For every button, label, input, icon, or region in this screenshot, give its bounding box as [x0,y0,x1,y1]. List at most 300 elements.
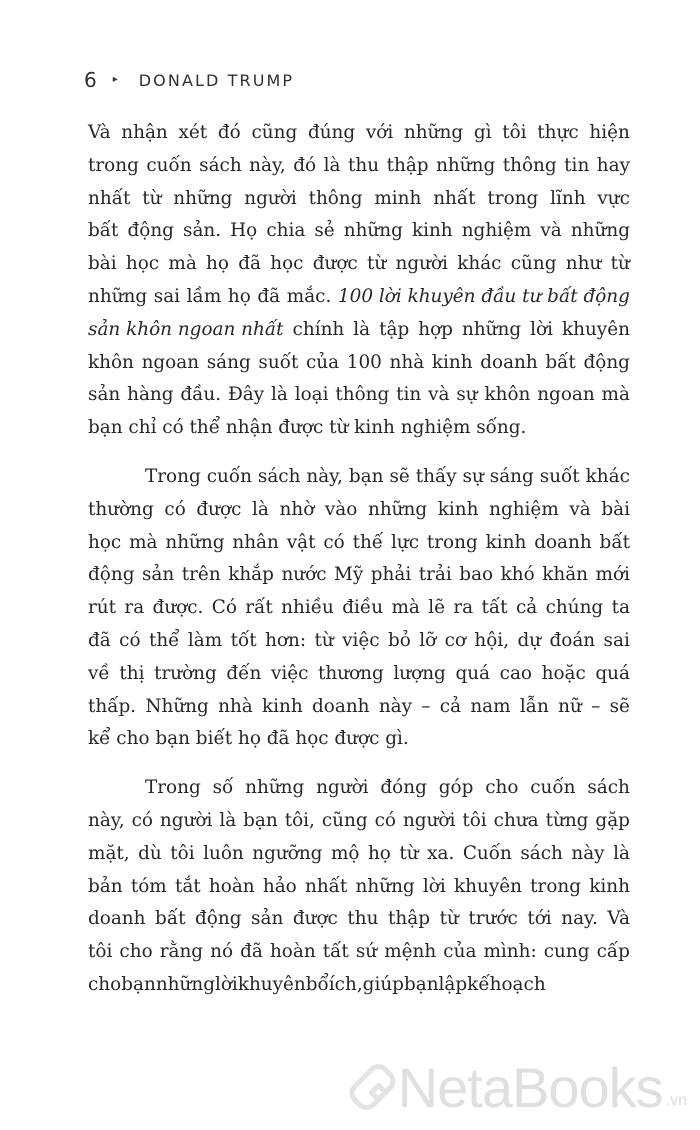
text-word: này, [88,809,125,831]
text-word: mà [168,253,197,275]
text-word: lập [438,973,468,995]
text-word: sứ [355,941,378,963]
text-word: bạn [348,465,384,487]
text-word: đã [240,941,263,963]
text-line [88,969,630,1002]
text-word: trong [530,875,582,897]
text-word: nhân [232,531,279,553]
text-word: quá [595,662,630,684]
text-word: nhà [389,351,425,373]
text-line [88,379,630,412]
text-word: tin [396,384,422,406]
text-word: những [570,220,630,242]
text-word: doanh [480,351,538,373]
text-word: cuốn [146,154,192,176]
text-word: là [219,809,237,831]
text-word: Có [211,597,237,619]
text-line [88,625,630,658]
text-word: cả [439,695,462,717]
text-word: bất [545,351,576,373]
text-word: cả [515,597,538,619]
text-line [88,494,630,527]
text-word: mà [601,384,630,406]
text-word: bạn [243,809,278,831]
text-word: cung [543,941,590,963]
text-line [88,658,630,691]
text-word: cấp [596,941,630,963]
text-line [88,183,630,216]
text-word: sẽ [389,465,410,487]
text-word: minh [374,187,422,209]
text-word: kinh [589,875,630,897]
text-word: – [591,695,601,717]
text-word: rút [88,597,117,619]
text-word: gì [473,122,492,143]
text-word: khác [585,465,630,487]
text-word: sản khôn ngoan nhất [88,318,284,340]
text-word: rất [245,597,273,619]
text-word: này [571,842,605,864]
text-word: nhiều [281,597,334,619]
text-word: nay. [561,908,598,930]
text-word: chia [266,220,306,242]
text-word: kinh [437,498,479,520]
text-word: thông [502,154,557,176]
text-word: nhất [304,875,348,897]
text-word: bỏ [387,629,411,651]
text-word: Đây [227,384,265,406]
text-word: số [212,777,234,799]
text-word: cho [88,973,122,995]
text-word: từ [399,842,419,864]
text-word: hiện [589,122,630,143]
text-word: khuyên [561,318,630,340]
text-word: trong [88,154,139,176]
text-word: lẽ [428,597,445,619]
text-line [88,314,630,347]
text-word: hơn: [265,629,307,651]
text-word: làm [187,629,223,651]
text-word: trong [426,531,478,553]
text-word: khôn [484,384,531,406]
text-word: của [306,351,340,373]
text-word: nhờ [279,498,315,520]
text-word: vào [324,498,358,520]
text-word: những [461,318,522,340]
text-word: hoạch [489,973,546,995]
text-word: chính [292,318,345,340]
text-word: có [323,531,345,553]
triangle-marker-icon: ▸ [112,73,118,85]
text-word: bản [88,875,123,897]
text-word: thương [318,662,384,684]
text-word: những [155,973,215,995]
text-word: tôi [170,842,195,864]
text-word: dự [517,629,542,651]
paragraph [88,117,630,445]
text-line [88,281,630,314]
text-word: thập [388,908,431,930]
text-word: tôi [88,941,113,963]
text-word: bất [599,531,630,553]
text-line [88,805,630,838]
text-word: chưa [493,809,539,831]
text-word: Cuốn [462,842,512,864]
text-line [88,936,630,969]
text-word: kế [467,973,490,995]
text-word: trải [418,564,452,586]
text-word: dù [138,842,162,864]
text-word: cho [119,941,153,963]
text-word: thấp. [88,695,137,717]
text-word: lượng [393,662,446,684]
text-word: động [88,564,135,586]
text-word: những [88,285,148,307]
text-word: lời [422,875,446,897]
text-word: từ [142,187,162,209]
text-word: này [378,695,413,717]
text-word: về [88,662,110,684]
text-word: học [88,531,122,553]
text-word: học [270,253,304,275]
text-word: bạn [121,973,156,995]
text-word: nữ [558,695,582,717]
text-word: bài [601,498,630,520]
text-word: đó [293,154,317,176]
text-word: Trong [145,465,201,487]
text-word: khắp [228,564,274,586]
text-word: hội, [474,629,510,651]
text-word: đầu. [180,384,222,406]
text-word: Và [88,122,111,143]
text-word: những [436,154,496,176]
text-word: gặp [595,809,630,831]
text-word: ngưỡng [252,842,323,864]
text-word: sự [456,384,478,406]
text-word: sách [199,154,242,176]
text-word: sản. [183,220,222,242]
text-word: này, [249,154,286,176]
text-word: tập [379,318,410,340]
text-line [88,592,630,625]
text-word: sai [153,285,181,307]
text-word: nhất [433,187,476,209]
text-word: điều [342,597,384,619]
text-word: từ [610,253,630,275]
text-word: đoán [549,629,596,651]
text-word: đã [257,285,281,307]
text-line [88,691,630,724]
text-word: ra [124,597,145,619]
text-word: thường [88,498,154,520]
text-line [88,347,630,380]
text-word: sai [603,629,630,651]
text-word: thu [347,908,379,930]
text-word: sách [257,465,301,487]
text-word: sự [462,465,484,487]
text-word: những [245,777,305,799]
text-word: kinh [485,531,527,553]
text-word: việc [270,662,309,684]
watermark [357,1056,687,1118]
text-word: trong [487,187,539,209]
text-word: cuốn [206,465,252,487]
text-word: bao [459,564,494,586]
text-word: thập [386,154,429,176]
text-word: tóm [130,875,167,897]
text-word: nhà [218,695,253,717]
text-word: đã [238,253,261,275]
text-word: cũng [251,122,298,143]
text-word: kể cho bạn biết họ đã học được gì. [88,728,409,750]
text-word: được [196,498,242,520]
text-word: những [173,187,233,209]
text-word: đúng [307,122,356,143]
text-word: xét [178,122,208,143]
text-word: loại [294,384,329,406]
text-word: nó [210,941,234,963]
text-word: lời [530,318,553,340]
text-word: Mỹ [334,564,364,586]
text-word: có [131,809,153,831]
text-line [88,527,630,560]
text-word: động [195,908,242,930]
text-word: lỡ [419,629,437,651]
text-word: đến [226,662,262,684]
text-word: thấy [415,465,457,487]
watermark-suffix: .vn [665,1092,687,1109]
text-word: khác [457,253,502,275]
text-word: trên [181,564,221,586]
text-word: lẫn [519,695,549,717]
text-word: những [355,875,415,897]
text-word: Những [145,695,209,717]
text-word: doanh [312,695,370,717]
text-word: thể [148,629,180,651]
text-word: mặt, [88,842,130,864]
text-line [88,871,630,904]
text-word: được [292,908,338,930]
text-word: họ [227,285,251,307]
text-word: người [402,809,456,831]
text-word: tốt [230,629,257,651]
text-word: hoặc [541,662,586,684]
text-word: khôn [88,351,134,373]
text-word: vực [597,187,630,209]
text-word: sáng [489,465,534,487]
text-word: Và [607,908,630,930]
text-word: bất [88,220,119,242]
text-word: nhận [121,122,168,143]
text-word: từ [314,629,334,651]
text-word: đó [217,122,241,143]
text-word: những [165,531,225,553]
text-word: thị [119,662,145,684]
paragraph-gap [88,445,630,461]
text-word: kinh [411,220,453,242]
text-word: những [367,498,428,520]
text-word: sáng [206,351,251,373]
text-word: nghiệm [489,498,559,520]
text-word: hảo [262,875,297,897]
text-word: cao [499,662,532,684]
text-line [88,117,630,150]
text-word: cơ [444,629,466,651]
text-word: người [244,187,297,209]
text-word: vật [286,531,316,553]
text-word: hợp [418,318,453,340]
text-word: tới [527,908,552,930]
text-word: từ [367,253,387,275]
paragraph-gap [88,756,630,772]
text-word: mới [595,564,630,586]
body-text [88,117,630,1002]
text-word: thông [308,187,363,209]
text-line [88,150,630,183]
text-line [88,215,630,248]
text-line [88,559,630,592]
text-line [88,772,630,805]
text-word: động [583,351,630,373]
text-word: sách [520,842,563,864]
text-word: 100 lời khuyên đầu tư bất động [337,285,630,307]
text-word: tất [322,941,349,963]
text-word: thực [537,122,579,143]
text-word: mà [391,597,420,619]
text-word: luôn [203,842,244,864]
paragraph [88,461,630,756]
text-word: được [312,253,358,275]
text-word: có [119,629,141,651]
text-word: trường [154,662,217,684]
text-word: tôi [462,809,487,831]
text-word: khuyên [237,973,306,995]
text-word: ngoan [537,384,595,406]
text-word: người [316,777,369,799]
text-word: ích, [328,973,363,995]
text-word: sẻ [314,220,335,242]
text-word: với [365,122,394,143]
text-word: sản [251,908,284,930]
text-word: cuốn [530,777,576,799]
text-word: nhất [88,187,131,209]
text-word: họ [367,842,391,864]
text-word: hay [596,154,630,176]
text-word: lực [390,531,420,553]
text-word: của [443,941,477,963]
text-word: lĩnh [550,187,586,209]
text-word: động [127,220,174,242]
text-word: sản [88,384,121,406]
text-word: sẽ [609,695,630,717]
text-word: những [343,220,403,242]
text-word: lầm [186,285,222,307]
text-line [88,412,630,445]
text-word: tin [564,154,590,176]
text-word: – [421,695,431,717]
text-word: là [613,842,630,864]
text-word: giúp [362,973,404,995]
text-word: là [323,154,341,176]
text-word: chúng [545,597,604,619]
text-line [88,723,630,756]
paragraph [88,772,630,1002]
text-word: trước [468,908,518,930]
text-word: Họ [230,220,258,242]
text-word: suốt [258,351,299,373]
running-head [84,66,294,94]
text-word: tắt [174,875,201,897]
text-word: sản [141,564,175,586]
text-word: sách [587,777,630,799]
text-line [88,903,630,936]
text-word: bổ [305,973,329,995]
text-word: tất [481,597,508,619]
text-line [88,838,630,871]
text-word: họ [206,253,229,275]
text-word: nghiệm [461,220,532,242]
text-word: mộ [330,842,360,864]
watermark-brand: NetaBooks [397,1055,663,1119]
text-word: là [271,384,288,406]
text-word: góp [438,777,474,799]
text-word: doanh [88,908,146,930]
text-word: như [565,253,602,275]
text-word: người [395,253,448,275]
text-word: người [159,809,213,831]
text-word: hoàn [208,875,255,897]
text-word: hàng [127,384,174,406]
running-head-author: DONALD TRUMP [138,70,295,90]
text-word: khăn [542,564,589,586]
text-word: và [428,384,450,406]
text-word: mệnh [384,941,437,963]
text-word: thế [352,531,384,553]
text-word: mình: [483,941,537,963]
text-word: thông [335,384,390,406]
text-word: từ [439,908,459,930]
text-word: Trong [145,777,201,799]
text-word: xa. [427,842,455,864]
text-word: cho [485,777,519,799]
text-line [88,461,630,494]
text-word: có [374,809,396,831]
text-word: có [164,498,186,520]
text-word: cũng [321,809,368,831]
text-word: lời [214,973,238,995]
text-word: việc [342,629,380,651]
text-word: thu [348,154,380,176]
text-word: ra [453,597,474,619]
text-word: nam [470,695,511,717]
text-word: tôi, [284,809,315,831]
text-word: những [403,122,464,143]
text-word: ngoan [141,351,200,373]
text-word: bất [155,908,186,930]
text-word: kinh [262,695,303,717]
text-word: mà [129,531,158,553]
text-word: đóng [380,777,427,799]
text-line [88,248,630,281]
text-word: là [252,498,269,520]
text-word: cũng [510,253,557,275]
page-number: 6 [84,68,97,92]
text-word: hoàn [269,941,316,963]
text-word: từng [545,809,589,831]
text-word: mắc. [286,285,332,307]
text-word: khuyên [453,875,522,897]
text-word: và [569,498,591,520]
